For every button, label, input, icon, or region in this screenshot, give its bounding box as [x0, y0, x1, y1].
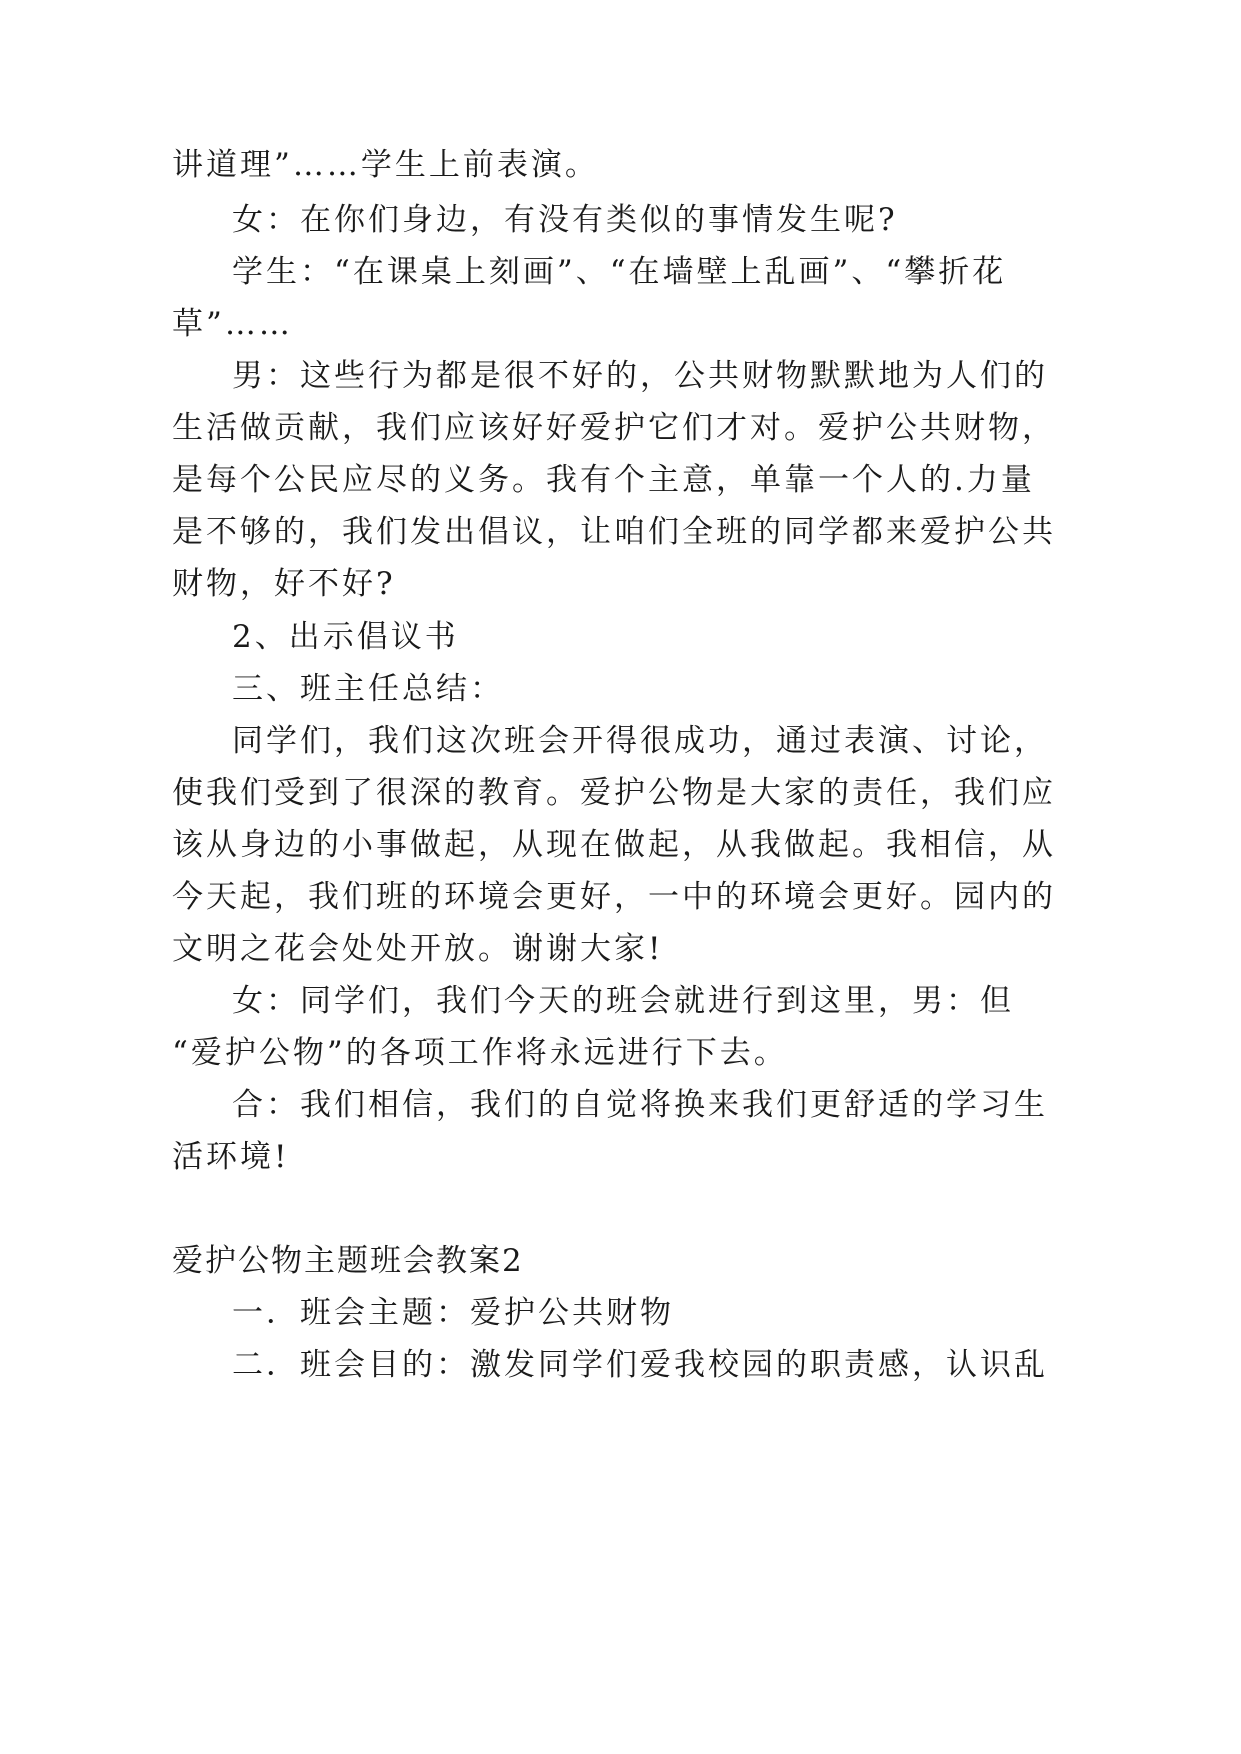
- text-line: 活环境!: [172, 1139, 290, 1175]
- text-line: 学生：“在课桌上刻画”、“在墙壁上乱画”、“攀折花: [232, 254, 1007, 290]
- text-line: “爱护公物”的各项工作将永远进行下去。: [172, 1035, 788, 1071]
- text-line: 一．班会主题：爱护公共财物: [232, 1295, 674, 1331]
- text-line: 是不够的，我们发出倡议，让咱们全班的同学都来爱护公共: [172, 514, 1056, 550]
- text-line: 今天起，我们班的环境会更好，一中的环境会更好。园内的: [172, 879, 1056, 915]
- text-line: 合：我们相信，我们的自觉将换来我们更舒适的学习生: [232, 1087, 1048, 1123]
- text-line: 二．班会目的：激发同学们爱我校园的职责感，认识乱: [232, 1347, 1048, 1383]
- text-line: 生活做贡献，我们应该好好爱护它们才对。爱护公共财物，: [172, 410, 1056, 446]
- text-line: 三、班主任总结：: [232, 671, 504, 707]
- section-heading: 爱护公物主题班会教案2: [172, 1243, 524, 1279]
- text-line: 2、出示倡议书: [232, 619, 459, 655]
- text-line: 文明之花会处处开放。谢谢大家!: [172, 931, 664, 967]
- text-line: 女：在你们身边，有没有类似的事情发生呢?: [232, 202, 898, 238]
- text-line: 女：同学们，我们今天的班会就进行到这里，男：但: [232, 983, 1014, 1019]
- text-line: 同学们，我们这次班会开得很成功，通过表演、讨论，: [232, 723, 1048, 759]
- text-line: 讲道理”……学生上前表演。: [172, 147, 599, 183]
- text-line: 是每个公民应尽的义务。我有个主意，单靠一个人的.力量: [172, 462, 1035, 498]
- text-line: 使我们受到了很深的教育。爱护公物是大家的责任，我们应: [172, 775, 1056, 811]
- text-line: 该从身边的小事做起，从现在做起，从我做起。我相信，从: [172, 827, 1056, 863]
- text-line: 草”……: [172, 306, 293, 342]
- text-line: 财物，好不好?: [172, 566, 396, 602]
- text-line: 男：这些行为都是很不好的，公共财物默默地为人们的: [232, 358, 1048, 394]
